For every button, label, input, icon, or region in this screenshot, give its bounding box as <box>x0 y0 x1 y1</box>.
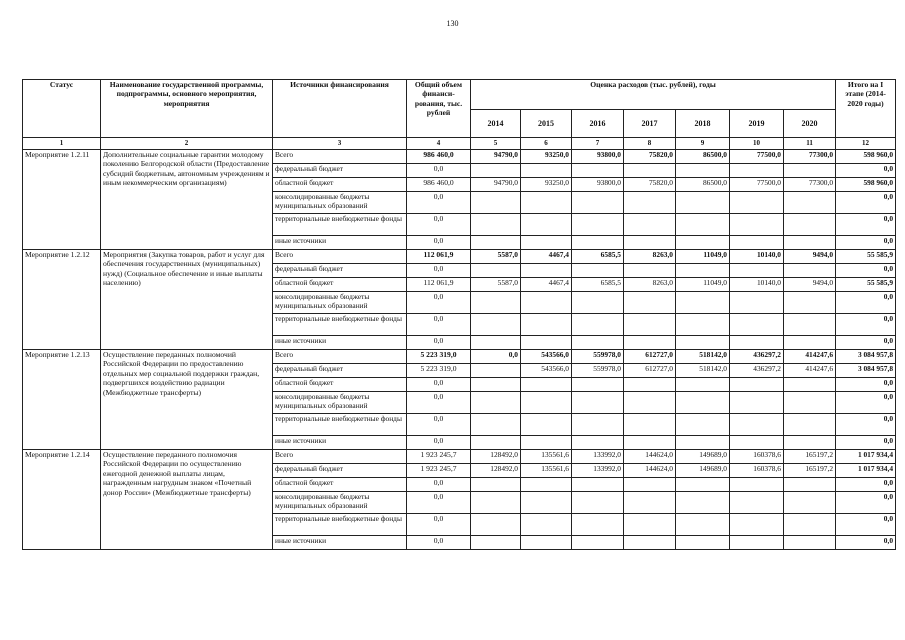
year-value-cell: 77500,0 <box>730 149 784 163</box>
funding-source-cell: территориальные внебюджетные фонды <box>273 313 407 335</box>
table-row <box>23 149 896 163</box>
year-value-cell: 4467,4 <box>521 249 572 263</box>
funding-source-cell: иные источники <box>273 435 407 449</box>
year-value-cell <box>521 291 572 313</box>
year-value-cell <box>572 263 624 277</box>
column-number: 9 <box>676 138 730 150</box>
funding-source-cell: федеральный бюджет <box>273 463 407 477</box>
measure-name-cell: Мероприятия (Закупка товаров, работ и услуг для обеспечения государственных (муниципальных) нужд) (Социальное обеспечение и иные выплаты населению) <box>101 249 273 349</box>
year-value-cell: 135561,6 <box>521 463 572 477</box>
year-value-cell <box>624 513 676 535</box>
year-value-cell <box>624 491 676 513</box>
total-volume-cell: 5 223 319,0 <box>407 349 471 363</box>
stage-total-cell: 0,0 <box>836 335 896 349</box>
stage-total-cell: 0,0 <box>836 213 896 235</box>
header-sources: Источники финансирования <box>273 80 407 138</box>
stage-total-cell: 0,0 <box>836 235 896 249</box>
year-value-cell: 93800,0 <box>572 177 624 191</box>
year-value-cell <box>572 291 624 313</box>
year-value-cell <box>784 263 836 277</box>
funding-source-cell: территориальные внебюджетные фонды <box>273 413 407 435</box>
year-value-cell: 93250,0 <box>521 149 572 163</box>
year-value-cell <box>730 263 784 277</box>
stage-total-cell: 0,0 <box>836 413 896 435</box>
table-row <box>23 449 896 463</box>
year-value-cell <box>676 335 730 349</box>
year-value-cell <box>784 163 836 177</box>
funding-source-cell: консолидированные бюджеты муниципальных образований <box>273 391 407 413</box>
year-value-cell <box>471 435 521 449</box>
column-number-row <box>23 138 896 150</box>
funding-source-cell: иные источники <box>273 235 407 249</box>
year-value-cell <box>676 413 730 435</box>
column-number: 3 <box>273 138 407 150</box>
funding-source-cell: областной бюджет <box>273 277 407 291</box>
year-value-cell: 559978,0 <box>572 349 624 363</box>
year-value-cell <box>572 491 624 513</box>
header-total-volume: Общий объем финанси-рования, тыс. рублей <box>407 80 471 138</box>
total-volume-cell: 0,0 <box>407 535 471 549</box>
year-value-cell <box>572 163 624 177</box>
year-value-cell <box>784 377 836 391</box>
status-cell: Мероприятие 1.2.11 <box>23 149 101 249</box>
year-value-cell <box>784 491 836 513</box>
year-value-cell <box>521 413 572 435</box>
year-value-cell <box>730 391 784 413</box>
header-year: 2015 <box>521 110 572 138</box>
year-value-cell <box>624 235 676 249</box>
year-value-cell: 77500,0 <box>730 177 784 191</box>
year-value-cell: 5587,0 <box>471 277 521 291</box>
total-volume-cell: 0,0 <box>407 291 471 313</box>
year-value-cell: 9494,0 <box>784 249 836 263</box>
year-value-cell <box>572 235 624 249</box>
year-value-cell <box>624 163 676 177</box>
funding-source-cell: территориальные внебюджетные фонды <box>273 213 407 235</box>
funding-source-cell: областной бюджет <box>273 377 407 391</box>
year-value-cell <box>676 163 730 177</box>
measure-name-cell: Осуществление переданного полномочия Российской Федерации по осуществлению ежегодной денежной выплаты лицам, награжденным нагрудным знаком «Почетный донор России» (Межбюджетные трансферты) <box>101 449 273 549</box>
year-value-cell <box>624 413 676 435</box>
header-estimate: Оценка расходов (тыс. рублей), годы <box>471 80 836 110</box>
year-value-cell <box>471 213 521 235</box>
year-value-cell <box>784 213 836 235</box>
year-value-cell <box>521 335 572 349</box>
year-value-cell <box>676 191 730 213</box>
total-volume-cell: 986 460,0 <box>407 177 471 191</box>
year-value-cell: 612727,0 <box>624 363 676 377</box>
year-value-cell <box>784 235 836 249</box>
total-volume-cell: 0,0 <box>407 191 471 213</box>
funding-source-cell: Всего <box>273 449 407 463</box>
year-value-cell <box>471 263 521 277</box>
total-volume-cell: 0,0 <box>407 235 471 249</box>
year-value-cell: 93800,0 <box>572 149 624 163</box>
year-value-cell <box>471 235 521 249</box>
year-value-cell: 11049,0 <box>676 277 730 291</box>
stage-total-cell: 55 585,9 <box>836 277 896 291</box>
funding-source-cell: Всего <box>273 349 407 363</box>
year-value-cell: 144624,0 <box>624 449 676 463</box>
year-value-cell <box>784 435 836 449</box>
year-value-cell <box>784 513 836 535</box>
header-stage-total: Итого на I этапе (2014-2020 годы) <box>836 80 896 138</box>
year-value-cell <box>624 377 676 391</box>
year-value-cell <box>676 535 730 549</box>
year-value-cell <box>676 391 730 413</box>
stage-total-cell: 0,0 <box>836 435 896 449</box>
funding-source-cell: областной бюджет <box>273 477 407 491</box>
year-value-cell <box>572 435 624 449</box>
year-value-cell: 160378,6 <box>730 449 784 463</box>
year-value-cell: 559978,0 <box>572 363 624 377</box>
year-value-cell <box>521 491 572 513</box>
measure-name-cell: Осуществление переданных полномочий Российской Федерации по предоставлению отдельных мер социальной поддержки граждан, подвергшихся воздействию радиации (Межбюджетные трансферты) <box>101 349 273 449</box>
year-value-cell: 10140,0 <box>730 249 784 263</box>
stage-total-cell: 598 960,0 <box>836 177 896 191</box>
column-number: 2 <box>101 138 273 150</box>
year-value-cell <box>471 391 521 413</box>
total-volume-cell: 0,0 <box>407 477 471 491</box>
year-value-cell: 414247,6 <box>784 363 836 377</box>
year-value-cell <box>471 413 521 435</box>
header-year: 2019 <box>730 110 784 138</box>
year-value-cell <box>521 263 572 277</box>
year-value-cell: 543566,0 <box>521 349 572 363</box>
year-value-cell <box>624 477 676 491</box>
year-value-cell: 4467,4 <box>521 277 572 291</box>
year-value-cell <box>784 291 836 313</box>
stage-total-cell: 0,0 <box>836 513 896 535</box>
year-value-cell <box>471 491 521 513</box>
year-value-cell: 77300,0 <box>784 149 836 163</box>
total-volume-cell: 0,0 <box>407 391 471 413</box>
year-value-cell <box>471 377 521 391</box>
total-volume-cell: 0,0 <box>407 413 471 435</box>
year-value-cell <box>730 477 784 491</box>
year-value-cell <box>784 413 836 435</box>
year-value-cell: 518142,0 <box>676 363 730 377</box>
year-value-cell: 133992,0 <box>572 463 624 477</box>
year-value-cell: 10140,0 <box>730 277 784 291</box>
year-value-cell <box>676 377 730 391</box>
year-value-cell <box>624 213 676 235</box>
year-value-cell <box>521 313 572 335</box>
stage-total-cell: 55 585,9 <box>836 249 896 263</box>
table-body <box>23 149 896 549</box>
page-number: 130 <box>446 19 459 28</box>
year-value-cell: 436297,2 <box>730 363 784 377</box>
total-volume-cell: 0,0 <box>407 263 471 277</box>
header-year: 2016 <box>572 110 624 138</box>
year-value-cell <box>730 377 784 391</box>
year-value-cell: 94790,0 <box>471 177 521 191</box>
year-value-cell <box>572 477 624 491</box>
year-value-cell <box>572 377 624 391</box>
year-value-cell: 128492,0 <box>471 463 521 477</box>
total-volume-cell: 0,0 <box>407 377 471 391</box>
stage-total-cell: 0,0 <box>836 291 896 313</box>
column-number: 10 <box>730 138 784 150</box>
funding-source-cell: Всего <box>273 149 407 163</box>
year-value-cell <box>730 291 784 313</box>
stage-total-cell: 598 960,0 <box>836 149 896 163</box>
funding-source-cell: федеральный бюджет <box>273 163 407 177</box>
year-value-cell <box>471 477 521 491</box>
total-volume-cell: 0,0 <box>407 335 471 349</box>
year-value-cell <box>521 535 572 549</box>
year-value-cell <box>784 335 836 349</box>
funding-source-cell: иные источники <box>273 535 407 549</box>
year-value-cell: 9494,0 <box>784 277 836 291</box>
year-value-cell <box>676 477 730 491</box>
stage-total-cell: 1 017 934,4 <box>836 449 896 463</box>
budget-table <box>22 79 896 550</box>
year-value-cell: 5587,0 <box>471 249 521 263</box>
year-value-cell <box>572 513 624 535</box>
year-value-cell: 8263,0 <box>624 249 676 263</box>
stage-total-cell: 0,0 <box>836 263 896 277</box>
year-value-cell: 128492,0 <box>471 449 521 463</box>
year-value-cell <box>784 535 836 549</box>
year-value-cell <box>471 513 521 535</box>
total-volume-cell: 1 923 245,7 <box>407 449 471 463</box>
table-row <box>23 249 896 263</box>
year-value-cell: 77300,0 <box>784 177 836 191</box>
year-value-cell <box>521 191 572 213</box>
stage-total-cell: 0,0 <box>836 391 896 413</box>
year-value-cell <box>676 263 730 277</box>
year-value-cell <box>521 477 572 491</box>
year-value-cell <box>676 291 730 313</box>
funding-source-cell: иные источники <box>273 335 407 349</box>
year-value-cell <box>676 313 730 335</box>
year-value-cell: 149689,0 <box>676 449 730 463</box>
year-value-cell <box>572 213 624 235</box>
year-value-cell <box>521 163 572 177</box>
year-value-cell: 86500,0 <box>676 149 730 163</box>
year-value-cell <box>572 313 624 335</box>
year-value-cell <box>784 313 836 335</box>
table-header <box>23 80 896 150</box>
year-value-cell <box>572 413 624 435</box>
column-number: 1 <box>23 138 101 150</box>
year-value-cell <box>572 391 624 413</box>
year-value-cell <box>730 163 784 177</box>
stage-total-cell: 0,0 <box>836 163 896 177</box>
total-volume-cell: 5 223 319,0 <box>407 363 471 377</box>
year-value-cell: 436297,2 <box>730 349 784 363</box>
header-year: 2020 <box>784 110 836 138</box>
year-value-cell <box>521 235 572 249</box>
total-volume-cell: 0,0 <box>407 163 471 177</box>
funding-source-cell: федеральный бюджет <box>273 363 407 377</box>
column-number: 12 <box>836 138 896 150</box>
funding-source-cell: Всего <box>273 249 407 263</box>
year-value-cell <box>521 435 572 449</box>
year-value-cell: 0,0 <box>471 349 521 363</box>
funding-source-cell: консолидированные бюджеты муниципальных образований <box>273 491 407 513</box>
year-value-cell <box>624 191 676 213</box>
year-value-cell <box>572 535 624 549</box>
stage-total-cell: 0,0 <box>836 377 896 391</box>
total-volume-cell: 0,0 <box>407 313 471 335</box>
total-volume-cell: 986 460,0 <box>407 149 471 163</box>
total-volume-cell: 112 061,9 <box>407 277 471 291</box>
status-cell: Мероприятие 1.2.12 <box>23 249 101 349</box>
year-value-cell: 165197,2 <box>784 463 836 477</box>
year-value-cell: 414247,6 <box>784 349 836 363</box>
funding-source-cell: консолидированные бюджеты муниципальных образований <box>273 291 407 313</box>
status-cell: Мероприятие 1.2.13 <box>23 349 101 449</box>
year-value-cell <box>521 513 572 535</box>
year-value-cell <box>676 513 730 535</box>
stage-total-cell: 1 017 934,4 <box>836 463 896 477</box>
year-value-cell: 518142,0 <box>676 349 730 363</box>
year-value-cell <box>676 435 730 449</box>
stage-total-cell: 0,0 <box>836 191 896 213</box>
total-volume-cell: 112 061,9 <box>407 249 471 263</box>
total-volume-cell: 0,0 <box>407 491 471 513</box>
column-number: 11 <box>784 138 836 150</box>
table-row <box>23 349 896 363</box>
status-cell: Мероприятие 1.2.14 <box>23 449 101 549</box>
year-value-cell <box>572 335 624 349</box>
year-value-cell: 75820,0 <box>624 149 676 163</box>
year-value-cell <box>784 391 836 413</box>
year-value-cell: 543566,0 <box>521 363 572 377</box>
year-value-cell <box>624 263 676 277</box>
year-value-cell <box>521 213 572 235</box>
measure-name-cell: Дополнительные социальные гарантии молодому поколению Белгородской области (Предоставление субсидий бюджетным, автономным учреждениям и иным некоммерческим организациям) <box>101 149 273 249</box>
year-value-cell <box>676 491 730 513</box>
year-value-cell: 86500,0 <box>676 177 730 191</box>
year-value-cell <box>624 391 676 413</box>
year-value-cell <box>471 313 521 335</box>
year-value-cell <box>471 535 521 549</box>
year-value-cell <box>730 335 784 349</box>
year-value-cell: 165197,2 <box>784 449 836 463</box>
year-value-cell <box>471 163 521 177</box>
year-value-cell <box>730 235 784 249</box>
header-year: 2017 <box>624 110 676 138</box>
funding-source-cell: территориальные внебюджетные фонды <box>273 513 407 535</box>
total-volume-cell: 0,0 <box>407 513 471 535</box>
year-value-cell: 6585,5 <box>572 249 624 263</box>
column-number: 7 <box>572 138 624 150</box>
stage-total-cell: 0,0 <box>836 313 896 335</box>
year-value-cell <box>471 191 521 213</box>
year-value-cell: 6585,5 <box>572 277 624 291</box>
stage-total-cell: 0,0 <box>836 477 896 491</box>
year-value-cell <box>624 435 676 449</box>
year-value-cell <box>471 291 521 313</box>
year-value-cell: 144624,0 <box>624 463 676 477</box>
total-volume-cell: 0,0 <box>407 213 471 235</box>
funding-source-cell: федеральный бюджет <box>273 263 407 277</box>
year-value-cell <box>730 435 784 449</box>
year-value-cell: 75820,0 <box>624 177 676 191</box>
stage-total-cell: 3 084 957,8 <box>836 349 896 363</box>
year-value-cell <box>471 335 521 349</box>
funding-source-cell: консолидированные бюджеты муниципальных образований <box>273 191 407 213</box>
column-number: 4 <box>407 138 471 150</box>
stage-total-cell: 0,0 <box>836 535 896 549</box>
column-number: 8 <box>624 138 676 150</box>
year-value-cell: 133992,0 <box>572 449 624 463</box>
header-name: Наименование государственной программы, подпрограммы, основного мероприятия, мероприятия <box>101 80 273 138</box>
year-value-cell: 11049,0 <box>676 249 730 263</box>
header-year: 2018 <box>676 110 730 138</box>
year-value-cell <box>624 335 676 349</box>
stage-total-cell: 0,0 <box>836 491 896 513</box>
total-volume-cell: 1 923 245,7 <box>407 463 471 477</box>
year-value-cell <box>730 313 784 335</box>
year-value-cell <box>730 213 784 235</box>
year-value-cell <box>730 535 784 549</box>
year-value-cell: 612727,0 <box>624 349 676 363</box>
year-value-cell <box>730 491 784 513</box>
year-value-cell <box>784 477 836 491</box>
year-value-cell <box>676 213 730 235</box>
year-value-cell <box>624 535 676 549</box>
column-number: 6 <box>521 138 572 150</box>
year-value-cell <box>676 235 730 249</box>
header-year: 2014 <box>471 110 521 138</box>
year-value-cell <box>730 513 784 535</box>
year-value-cell: 94790,0 <box>471 149 521 163</box>
year-value-cell <box>784 191 836 213</box>
header-status: Статус <box>23 80 101 138</box>
year-value-cell: 160378,6 <box>730 463 784 477</box>
stage-total-cell: 3 084 957,8 <box>836 363 896 377</box>
funding-source-cell: областной бюджет <box>273 177 407 191</box>
year-value-cell: 8263,0 <box>624 277 676 291</box>
year-value-cell: 149689,0 <box>676 463 730 477</box>
year-value-cell: 135561,6 <box>521 449 572 463</box>
total-volume-cell: 0,0 <box>407 435 471 449</box>
year-value-cell: 93250,0 <box>521 177 572 191</box>
year-value-cell <box>730 191 784 213</box>
year-value-cell <box>521 391 572 413</box>
year-value-cell <box>730 413 784 435</box>
year-value-cell <box>471 363 521 377</box>
year-value-cell <box>572 191 624 213</box>
year-value-cell <box>624 313 676 335</box>
year-value-cell <box>521 377 572 391</box>
column-number: 5 <box>471 138 521 150</box>
year-value-cell <box>624 291 676 313</box>
